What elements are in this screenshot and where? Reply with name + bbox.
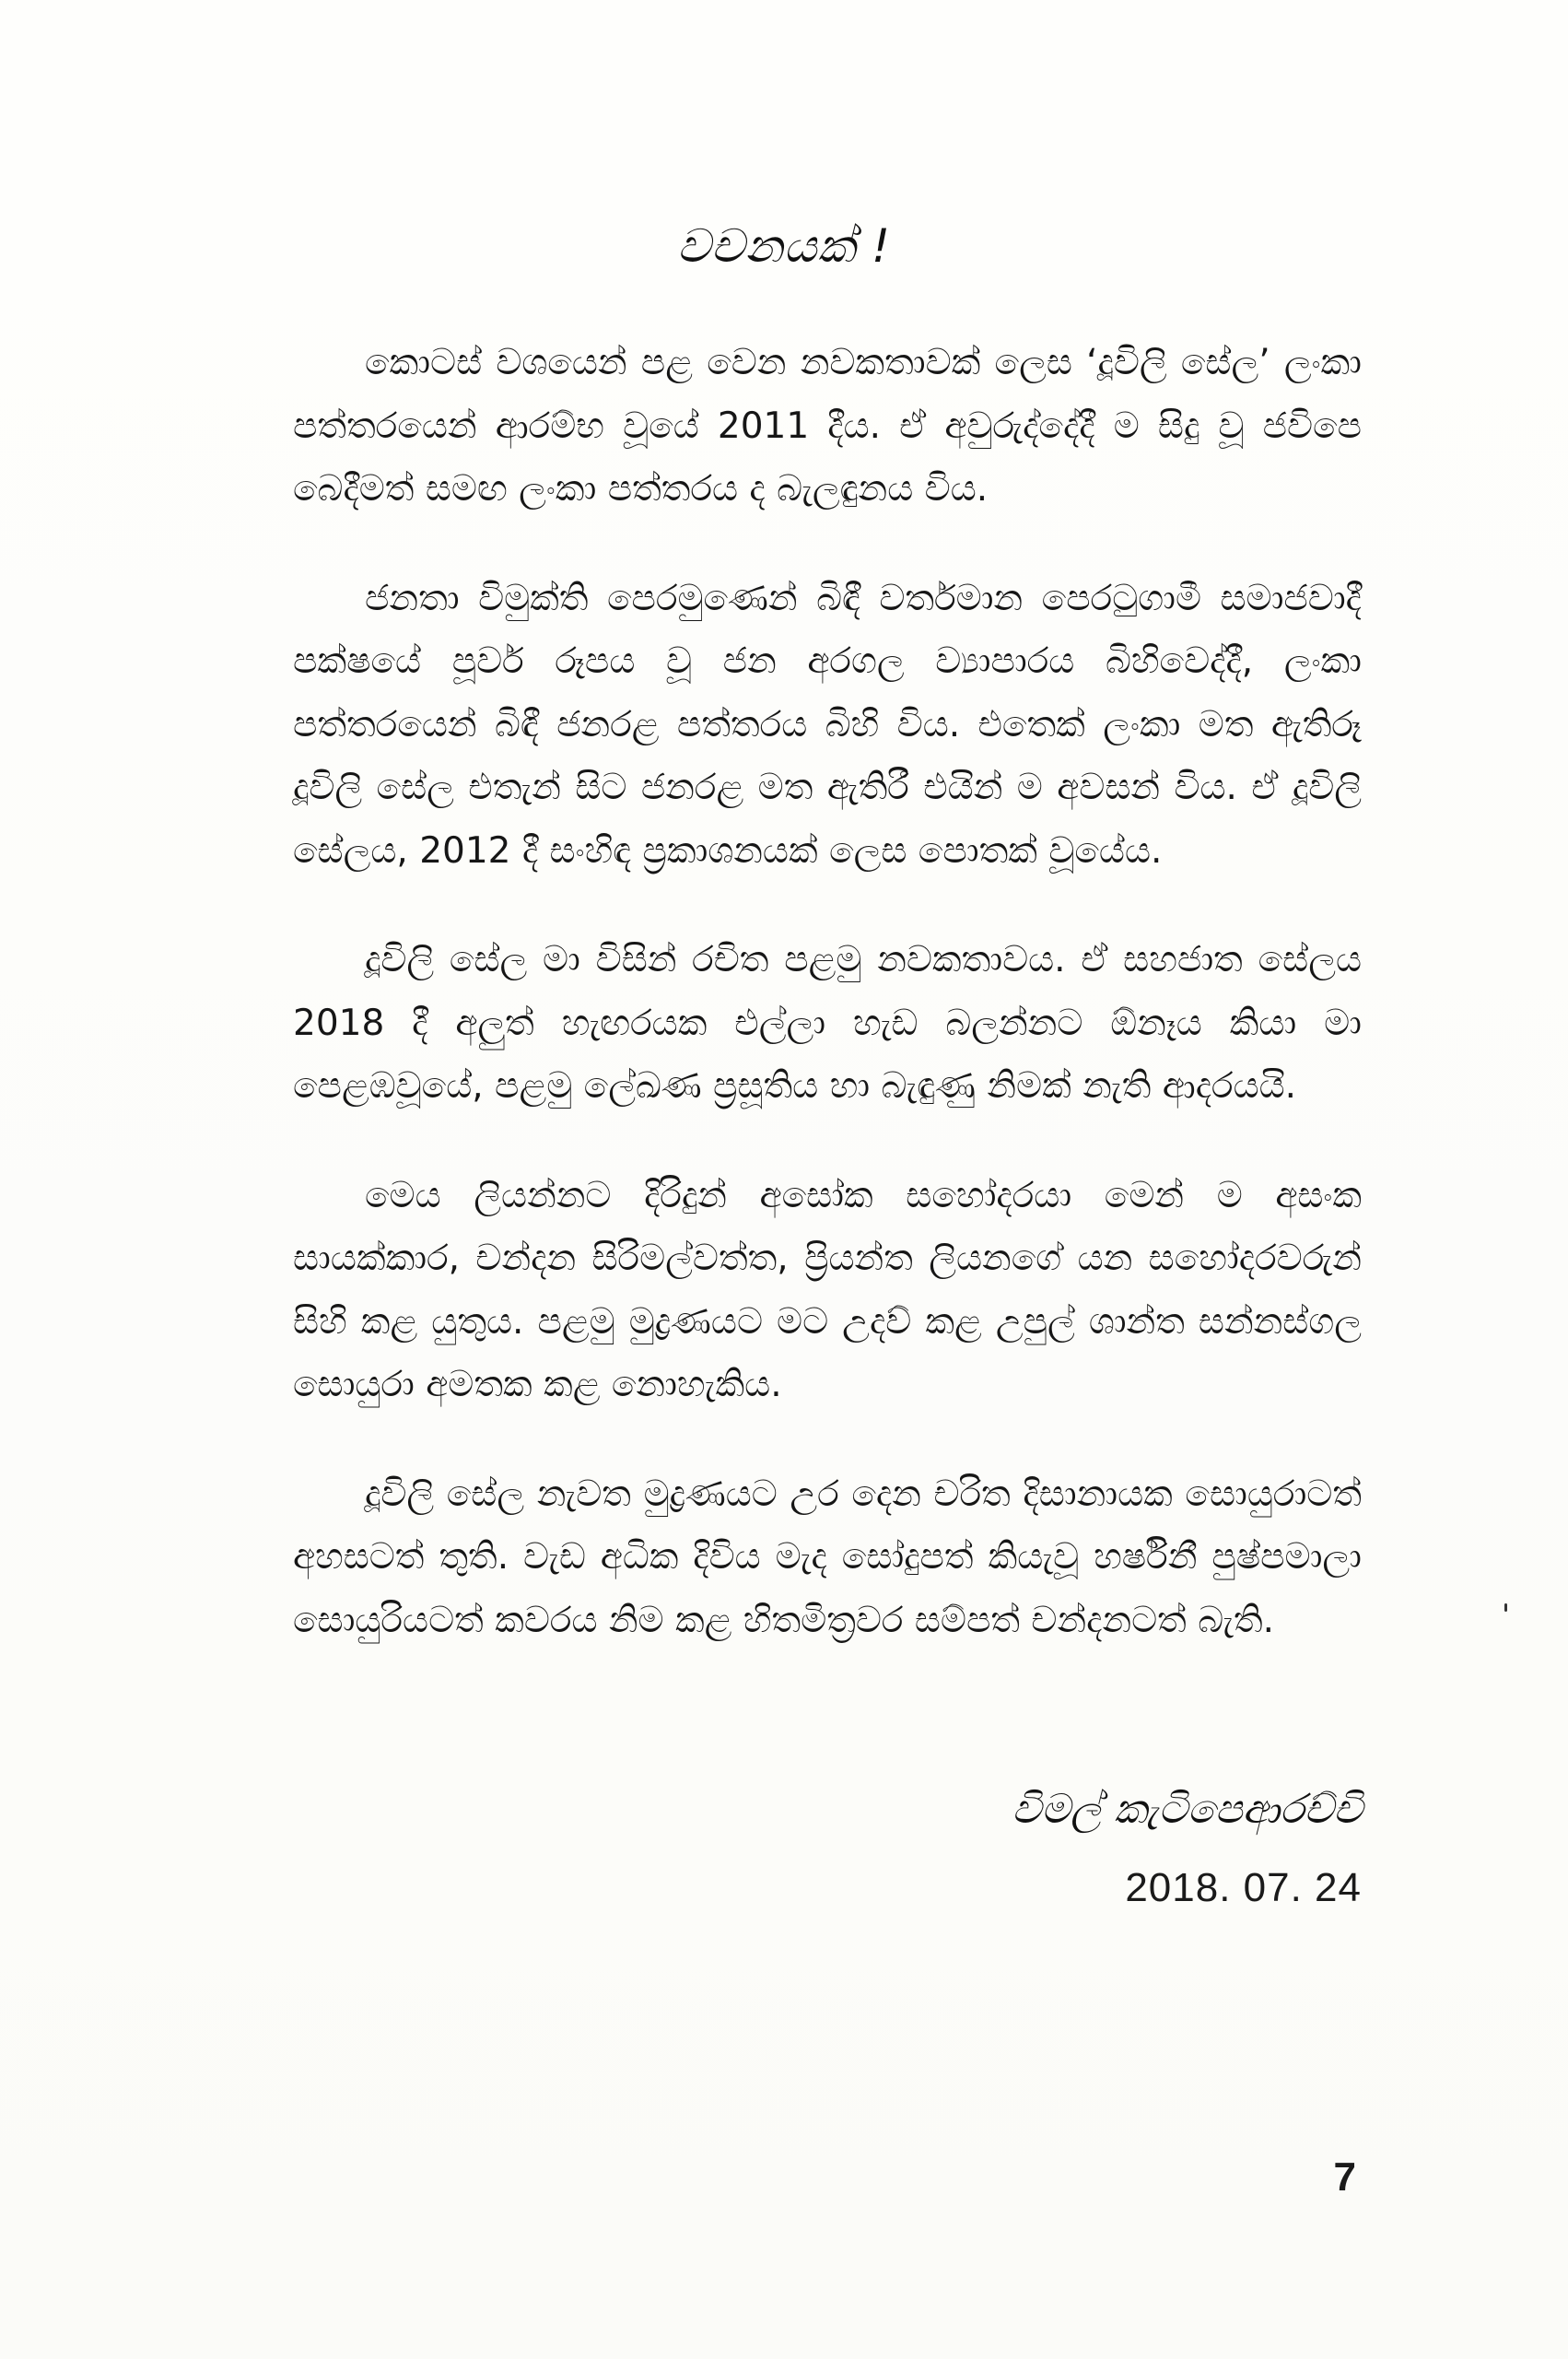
paragraph-1: කොටස් වශයෙන් පළ වෙන නවකතාවක් ලෙස ‘දූවිලි සේල’ ලංකා පත්තරයෙන් ආරම්භ වූයේ 2011 දීය. ඒ අවුරුද්දේදී ම සිදු වූ ජවිපෙ බෙදීමත් සමඟ ලංකා පත්තරය ද බැලඳුනය විය.: [293, 342, 1362, 510]
paragraph-5: දූවිලි සේල නැවත මුද්‍රණයට උර දෙන චරිත දිසානායක සොයුරාටත් අහසටත් තුති. වැඩ අධික දිවිය මැද සෝදුපත් කියැවූ හර්ෂිනී පුෂ්පමාලා සොයුරියටත් කවරය නිම කළ හිතමිත්‍රවර සම්පත් චන්දනටත් බැති.: [293, 1473, 1362, 1641]
paragraph-3: දූවිලි සේල මා විසින් රචිත පළමු නවකතාවය. ඒ සහජාත සේලය 2018 දී අලුත් හැඟරයක එල්ලා හැඩ බලන්නට ඕනෑය කියා මා පෙළඹවූයේ, පළමු ලේඛණ ප්‍රසූතිය හා බැඳුණු නිමක් නැති ආදරයයි.: [293, 939, 1362, 1107]
paragraph-2: ජනතා විමුක්ති පෙරමුණෙන් බිඳී වර්තමාන පෙරටුගාමී සමාජවාදී පක්ෂයේ පූර්ව රූපය වූ ජන අරගල ව්‍යාපාරය බිහිවෙද්දී, ලංකා පත්තරයෙන් බිඳී ජනරළ පත්තරය බිහි විය. එතෙක් ලංකා මත ඇතිරූ දූවිලි සේල එතැන් සිට ජනරළ මත ඇතිරී එයින් ම අවසන් විය. ඒ දූවිලි සේලය, 2012 දී සංහිඳ ප්‍රකාශනයක් ලෙස පොතක් වූයේය.: [293, 577, 1362, 872]
page-number: 7: [1333, 2154, 1356, 2200]
author-signature: විමල් කැටිපෙආරච්චි: [1012, 1786, 1363, 1833]
ink-speck: [1504, 1603, 1507, 1612]
paragraph-4: මෙය ලියන්නට දිරිදුන් අසෝක සහෝදරයා මෙන් ම අසංක සායක්කාර, චන්දන සිරිමල්වත්ත, ප්‍රියන්ත ලියනගේ යන සහෝදරවරුන් සිහි කළ යුතුය. පළමු මුද්‍රණයට මට උදව් කළ උපුල් ශාන්ත සන්නස්ගල සොයුරා අමතක කළ නොහැකිය.: [293, 1174, 1362, 1405]
page-title: වචනයක් !: [677, 219, 891, 273]
body-text: [293, 332, 1362, 1698]
date: 2018. 07. 24: [1125, 1865, 1362, 1910]
